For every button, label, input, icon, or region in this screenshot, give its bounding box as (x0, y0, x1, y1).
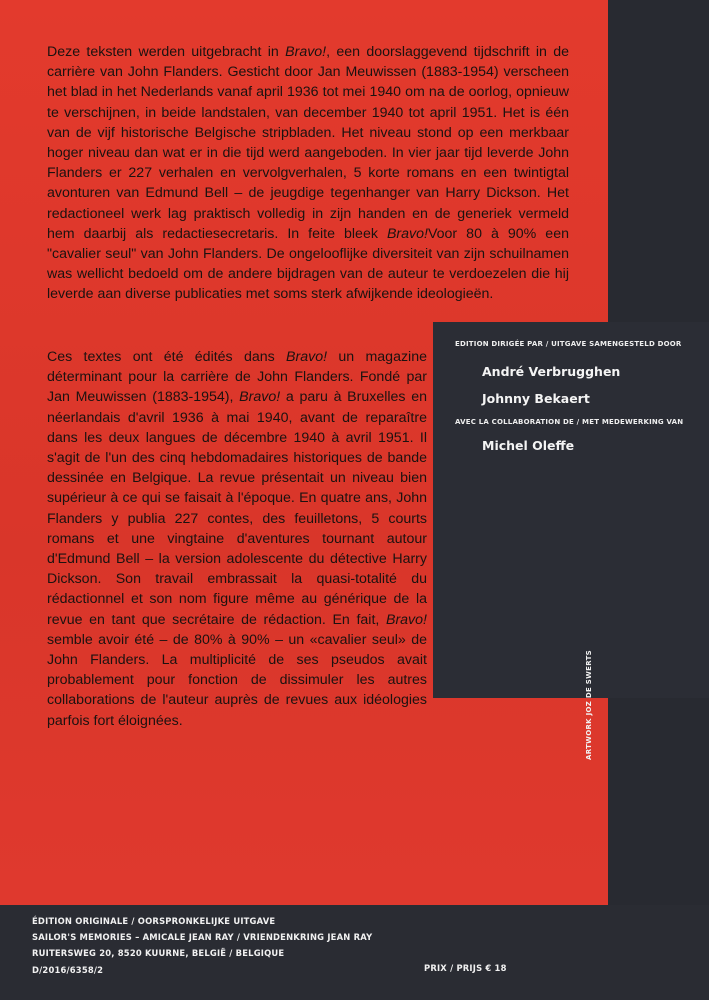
dutch-description: Deze teksten werden uitgebracht in Bravo!, een doorslaggevend tijdschrift in de carrière van John Flanders. Gesticht door Jan Meuwissen (1883-1954) verscheen het blad in het Nederlands vanaf april 1936 tot mei 1940 om na de oorlog, opnieuw te verschijnen, in beide landstalen, van december 1940 tot april 1951. Het is één van de vijf historische Belgische stripbladen. Het niveau stond op een merkbaar hoger niveau dan wat er in die tijd werd aangeboden. In vier jaar tijd leverde John Flanders er 227 verhalen en vervolgverhalen, 5 korte romans en een twintigtal avonturen van Edmund Bell – de jeugdige tegenhanger van Harry Dickson. Het redactioneel werk lag praktisch volledig in zijn handen en de generiek vermeld hem daarbij als redactiesecretaris. In feite bleek Bravo!Voor 80 à 90% een "cavalier seul" van John Flanders. De ongelooflijke diversiteit van zijn schuilnamen was wellicht bedoeld om de andere bijdragen van de auteur te verdoezelen die hij leverde aan diverse publicaties met soms sterk afwijkende ideologieën. (47, 44, 570, 303)
french-description: Ces textes ont été édités dans Bravo! un magazine déterminant pour la carrière de John Flanders. Fondé par Jan Meuwissen (1883-1954), Bravo! a paru à Bruxelles en néerlandais d'avril 1936 à mai 1940, avant de reparaître dans les deux langues de décembre 1940 à avril 1951. Il s'agit de l'un des cinq hebdomadaires historiques de bande dessinée en Belgique. La revue présentait un niveau bien supérieur à ce qui se faisait à l'époque. En quatre ans, John Flanders y publia 227 contes, des feuilletons, 5 courts romans et une vingtaine d'aventures tournant autour d'Edmund Bell – la version adolescente du détective Harry Dickson. Son travail embrassait la quasi-totalité du rédactionnel et son nom figure même au générique de la revue en tant que secrétaire de rédaction. En fait, Bravo! semble avoir été – de 80% à 90% – un «cavalier seul» de John Flanders. La multiplicité de ses pseudos avait probablement pour fonction de dissimuler les autres collaborations de l'auteur auprès de revues aux idéologies parfois fort éloignées. (47, 349, 427, 729)
publisher-line: SAILOR'S MEMORIES – AMICALE JEAN RAY / VRIENDENKRING JEAN RAY (32, 932, 373, 943)
magazine-title: Bravo! (239, 389, 281, 406)
editor-name: André Verbrugghen (482, 364, 621, 379)
edition-line: ÉDITION ORIGINALE / OORSPRONKELIJKE UITGAVE (32, 916, 276, 926)
magazine-title: Bravo! (386, 225, 428, 242)
collaborator-name: Michel Oleffe (482, 438, 575, 453)
editor-name: Johnny Bekaert (482, 391, 590, 406)
magazine-title: Bravo! (286, 349, 328, 365)
price-label: PRIX / PRIJS € 18 (424, 963, 507, 973)
magazine-title: Bravo! (285, 44, 327, 60)
publisher-info (32, 913, 372, 978)
credits-block (455, 340, 705, 453)
collaboration-label: AVEC LA COLLABORATION DE / MET MEDEWERKING VAN (455, 418, 684, 426)
edited-by-label: EDITION DIRIGÉE PAR / UITGAVE SAMENGESTELD DOOR (455, 340, 682, 348)
magazine-title: Bravo! (385, 611, 427, 628)
artwork-credit: ARTWORK JOZ DE SWERTS (585, 649, 593, 760)
legal-deposit: D/2016/6358/2 (32, 964, 104, 975)
address-line: RUITERSWEG 20, 8520 KUURNE, BELGIË / BELGIQUE (32, 948, 285, 959)
